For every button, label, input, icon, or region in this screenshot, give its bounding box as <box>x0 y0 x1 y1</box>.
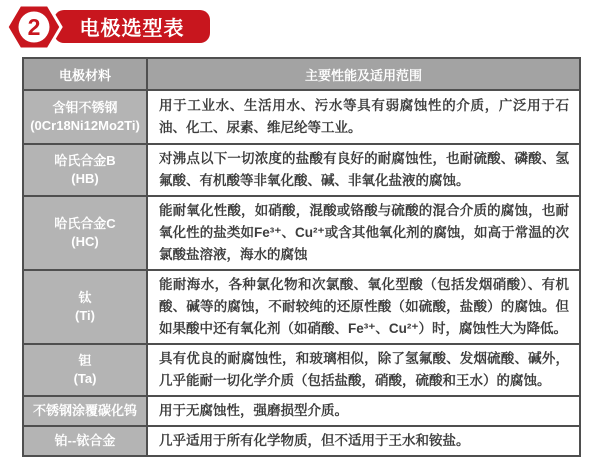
material-grade: (HC) <box>71 234 99 249</box>
col-header-performance: 主要性能及适用范围 <box>147 58 580 90</box>
electrode-selection-table <box>22 57 581 457</box>
material-cell <box>23 90 147 144</box>
description-cell: 对沸点以下一切浓度的盐酸有良好的耐腐蚀性，也耐硫酸、磷酸、氢氟酸、有机酸等非氧化酸、碱、非氧化盐液的腐蚀。 <box>147 144 580 196</box>
material-grade: (Ta) <box>73 371 97 386</box>
material-grade: (0Cr18Ni12Mo2Ti) <box>30 118 140 133</box>
table-row <box>23 396 580 426</box>
material-cell <box>23 270 147 344</box>
material-grade: (Ti) <box>75 308 95 323</box>
description-cell: 用于无腐蚀性，强磨损型介质。 <box>147 396 580 426</box>
col-header-material: 电极材料 <box>23 58 147 90</box>
material-name: 钽 <box>78 353 92 369</box>
material-name: 钛 <box>78 290 92 306</box>
table-row <box>23 90 580 144</box>
hexagon-badge-icon <box>5 2 63 52</box>
material-name: 哈氏合金C <box>54 216 116 232</box>
section-number-badge <box>5 2 63 52</box>
description-cell: 具有优良的耐腐蚀性，和玻璃相似，除了氢氟酸、发烟硫酸、碱外，几乎能耐一切化学介质（包括盐酸，硝酸，硫酸和王水）的腐蚀。 <box>147 344 580 396</box>
table-row <box>23 196 580 270</box>
section-number: 2 <box>27 14 41 40</box>
material-cell <box>23 144 147 196</box>
table-row <box>23 270 580 344</box>
material-cell <box>23 196 147 270</box>
page-title: 电极选型表 <box>54 10 210 43</box>
material-grade: (HB) <box>71 171 99 186</box>
material-name: 哈氏合金B <box>54 153 116 169</box>
material-cell <box>23 344 147 396</box>
table-row <box>23 344 580 396</box>
page-header <box>0 0 600 55</box>
material-name: 含钼不锈钢 <box>52 100 118 116</box>
description-cell: 能耐海水，各种氯化物和次氯酸、氧化型酸（包括发烟硝酸）、有机酸、碱等的腐蚀，不耐较纯的还原性酸（如硫酸，盐酸）的腐蚀。但如果酸中还有氧化剂（如硝酸、Fe³⁺、Cu²⁺）时，腐蚀性大为降低。 <box>147 270 580 344</box>
material-name: 铂--铱合金 <box>54 433 116 449</box>
table-header-row <box>23 58 580 90</box>
table-row <box>23 144 580 196</box>
description-cell: 几乎适用于所有化学物质，但不适用于王水和铵盐。 <box>147 426 580 456</box>
material-name: 不锈钢涂覆碳化钨 <box>32 403 137 419</box>
description-cell: 能耐氧化性酸，如硝酸，混酸或铬酸与硫酸的混合介质的腐蚀，也耐氧化性的盐类如Fe³⁺、Cu²⁺或含其他氧化剂的腐蚀，如高于常温的次氯酸盐溶液，海水的腐蚀 <box>147 196 580 270</box>
description-cell: 用于工业水、生活用水、污水等具有弱腐蚀性的介质，广泛用于石油、化工、尿素、维尼纶等工业。 <box>147 90 580 144</box>
material-cell <box>23 396 147 426</box>
